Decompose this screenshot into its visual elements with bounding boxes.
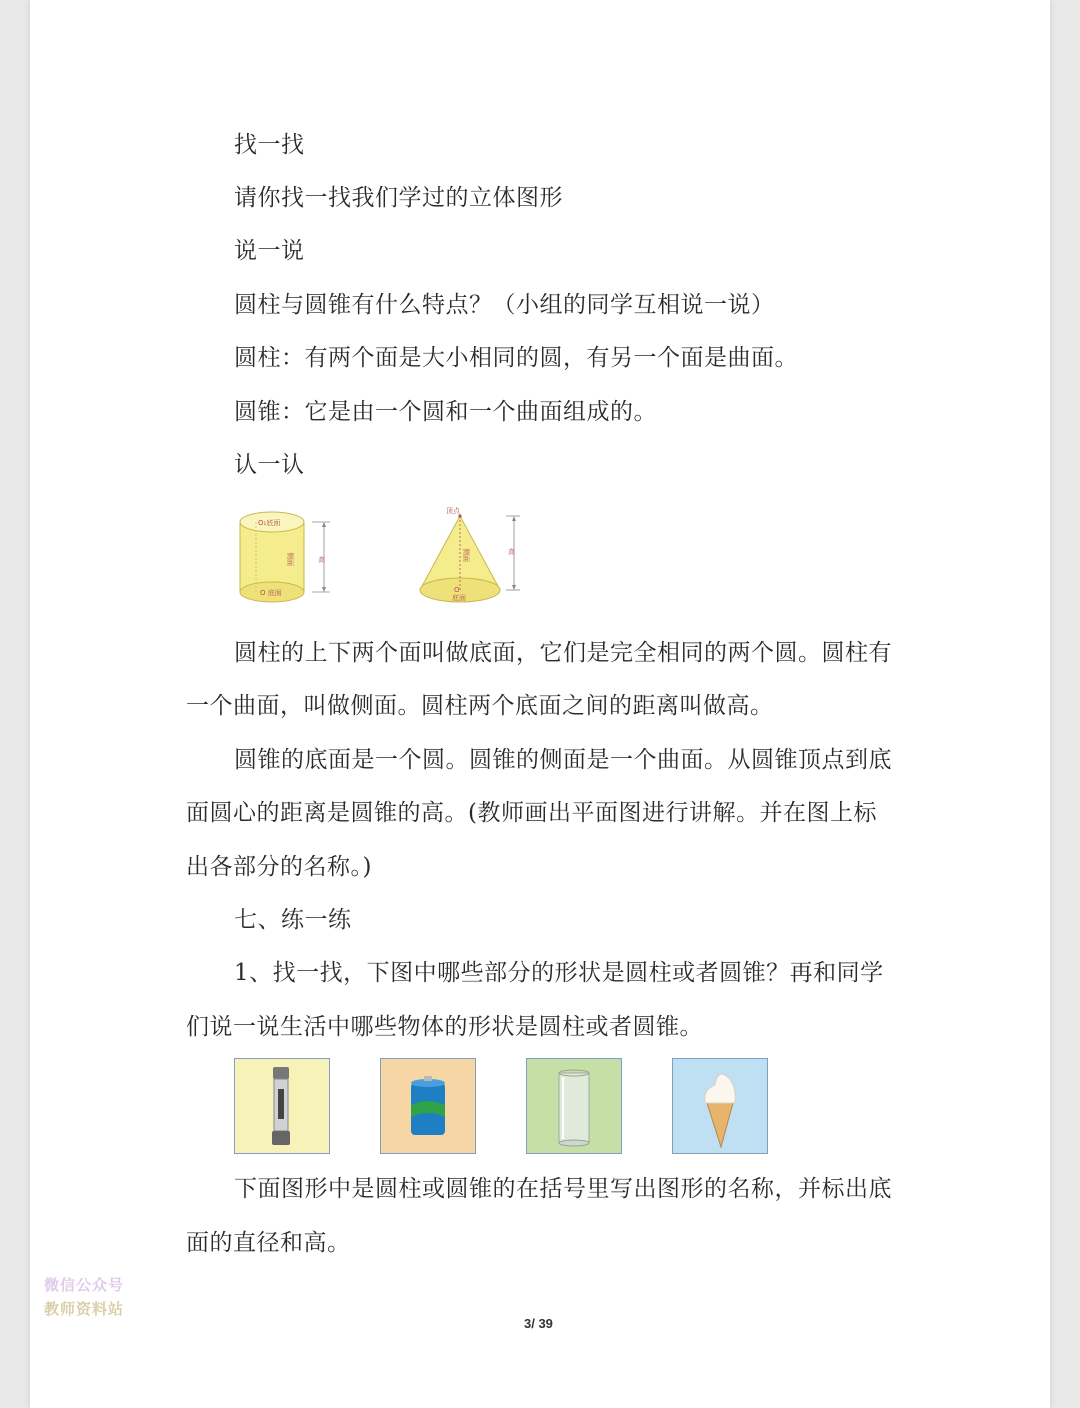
- ice-cream-image: [672, 1058, 768, 1154]
- cone-apex-label: 顶点: [446, 507, 460, 515]
- p3-line1: 1、找一找，下图中哪些部分的形状是圆柱或者圆锥？再和同学: [234, 960, 884, 986]
- cylinder-bottom-label: O 底面: [260, 589, 282, 597]
- cylinder-description: 圆柱：有两个面是大小相同的圆，有另一个面是曲面。: [234, 345, 798, 371]
- cylinder-side-label: 侧面: [286, 552, 294, 566]
- cone-side-label: 侧面: [462, 548, 470, 562]
- p2-line1: 圆锥的底面是一个圆。圆锥的侧面是一个曲面。从圆锥顶点到底: [234, 747, 892, 773]
- p2-line2: 面圆心的距离是圆锥的高。(教师画出平面图进行讲解。并在图上标: [186, 800, 877, 826]
- heading-recognize: 认一认: [234, 452, 305, 478]
- heading-find: 找一找: [234, 132, 305, 158]
- cone-height-label: 高: [508, 548, 515, 556]
- p1-line1: 圆柱的上下两个面叫做底面，它们是完全相同的两个圆。圆柱有: [234, 640, 892, 666]
- cone-diagram: [414, 504, 524, 612]
- glass-image: [526, 1058, 622, 1154]
- flashlight-image: [234, 1058, 330, 1154]
- cone-base-label: 底面: [452, 594, 466, 602]
- page-number: 3/ 39: [524, 1316, 553, 1331]
- cone-center-label: O: [454, 586, 460, 594]
- p4-line2: 面的直径和高。: [186, 1230, 351, 1256]
- cylinder-top-label: O₁底面: [258, 519, 281, 527]
- document-page: [30, 0, 1050, 1408]
- p2-line3: 出各部分的名称。): [186, 854, 372, 880]
- heading-say: 说一说: [234, 238, 305, 264]
- battery-image: [380, 1058, 476, 1154]
- cylinder-diagram: [234, 506, 338, 610]
- p1-line2: 一个曲面，叫做侧面。圆柱两个底面之间的距离叫做高。: [186, 693, 774, 719]
- flashlight-icon: [235, 1059, 329, 1153]
- watermark-line2: 教师资料站: [44, 1300, 125, 1318]
- p4-line1: 下面图形中是圆柱或圆锥的在括号里写出图形的名称，并标出底: [234, 1176, 892, 1202]
- glass-icon: [527, 1059, 621, 1153]
- cone-description: 圆锥：它是由一个圆和一个曲面组成的。: [234, 399, 657, 425]
- practice-title: 七、练一练: [234, 907, 352, 933]
- say-question: 圆柱与圆锥有什么特点？（小组的同学互相说一说）: [234, 292, 775, 318]
- p3-line2: 们说一说生活中哪些物体的形状是圆柱或者圆锥。: [186, 1014, 703, 1040]
- watermark-line1: 微信公众号: [44, 1276, 125, 1294]
- ice-cream-icon: [673, 1059, 767, 1153]
- cylinder-height-label: 高: [318, 556, 325, 564]
- battery-icon: [381, 1059, 475, 1153]
- find-text: 请你找一找我们学过的立体图形: [234, 185, 563, 211]
